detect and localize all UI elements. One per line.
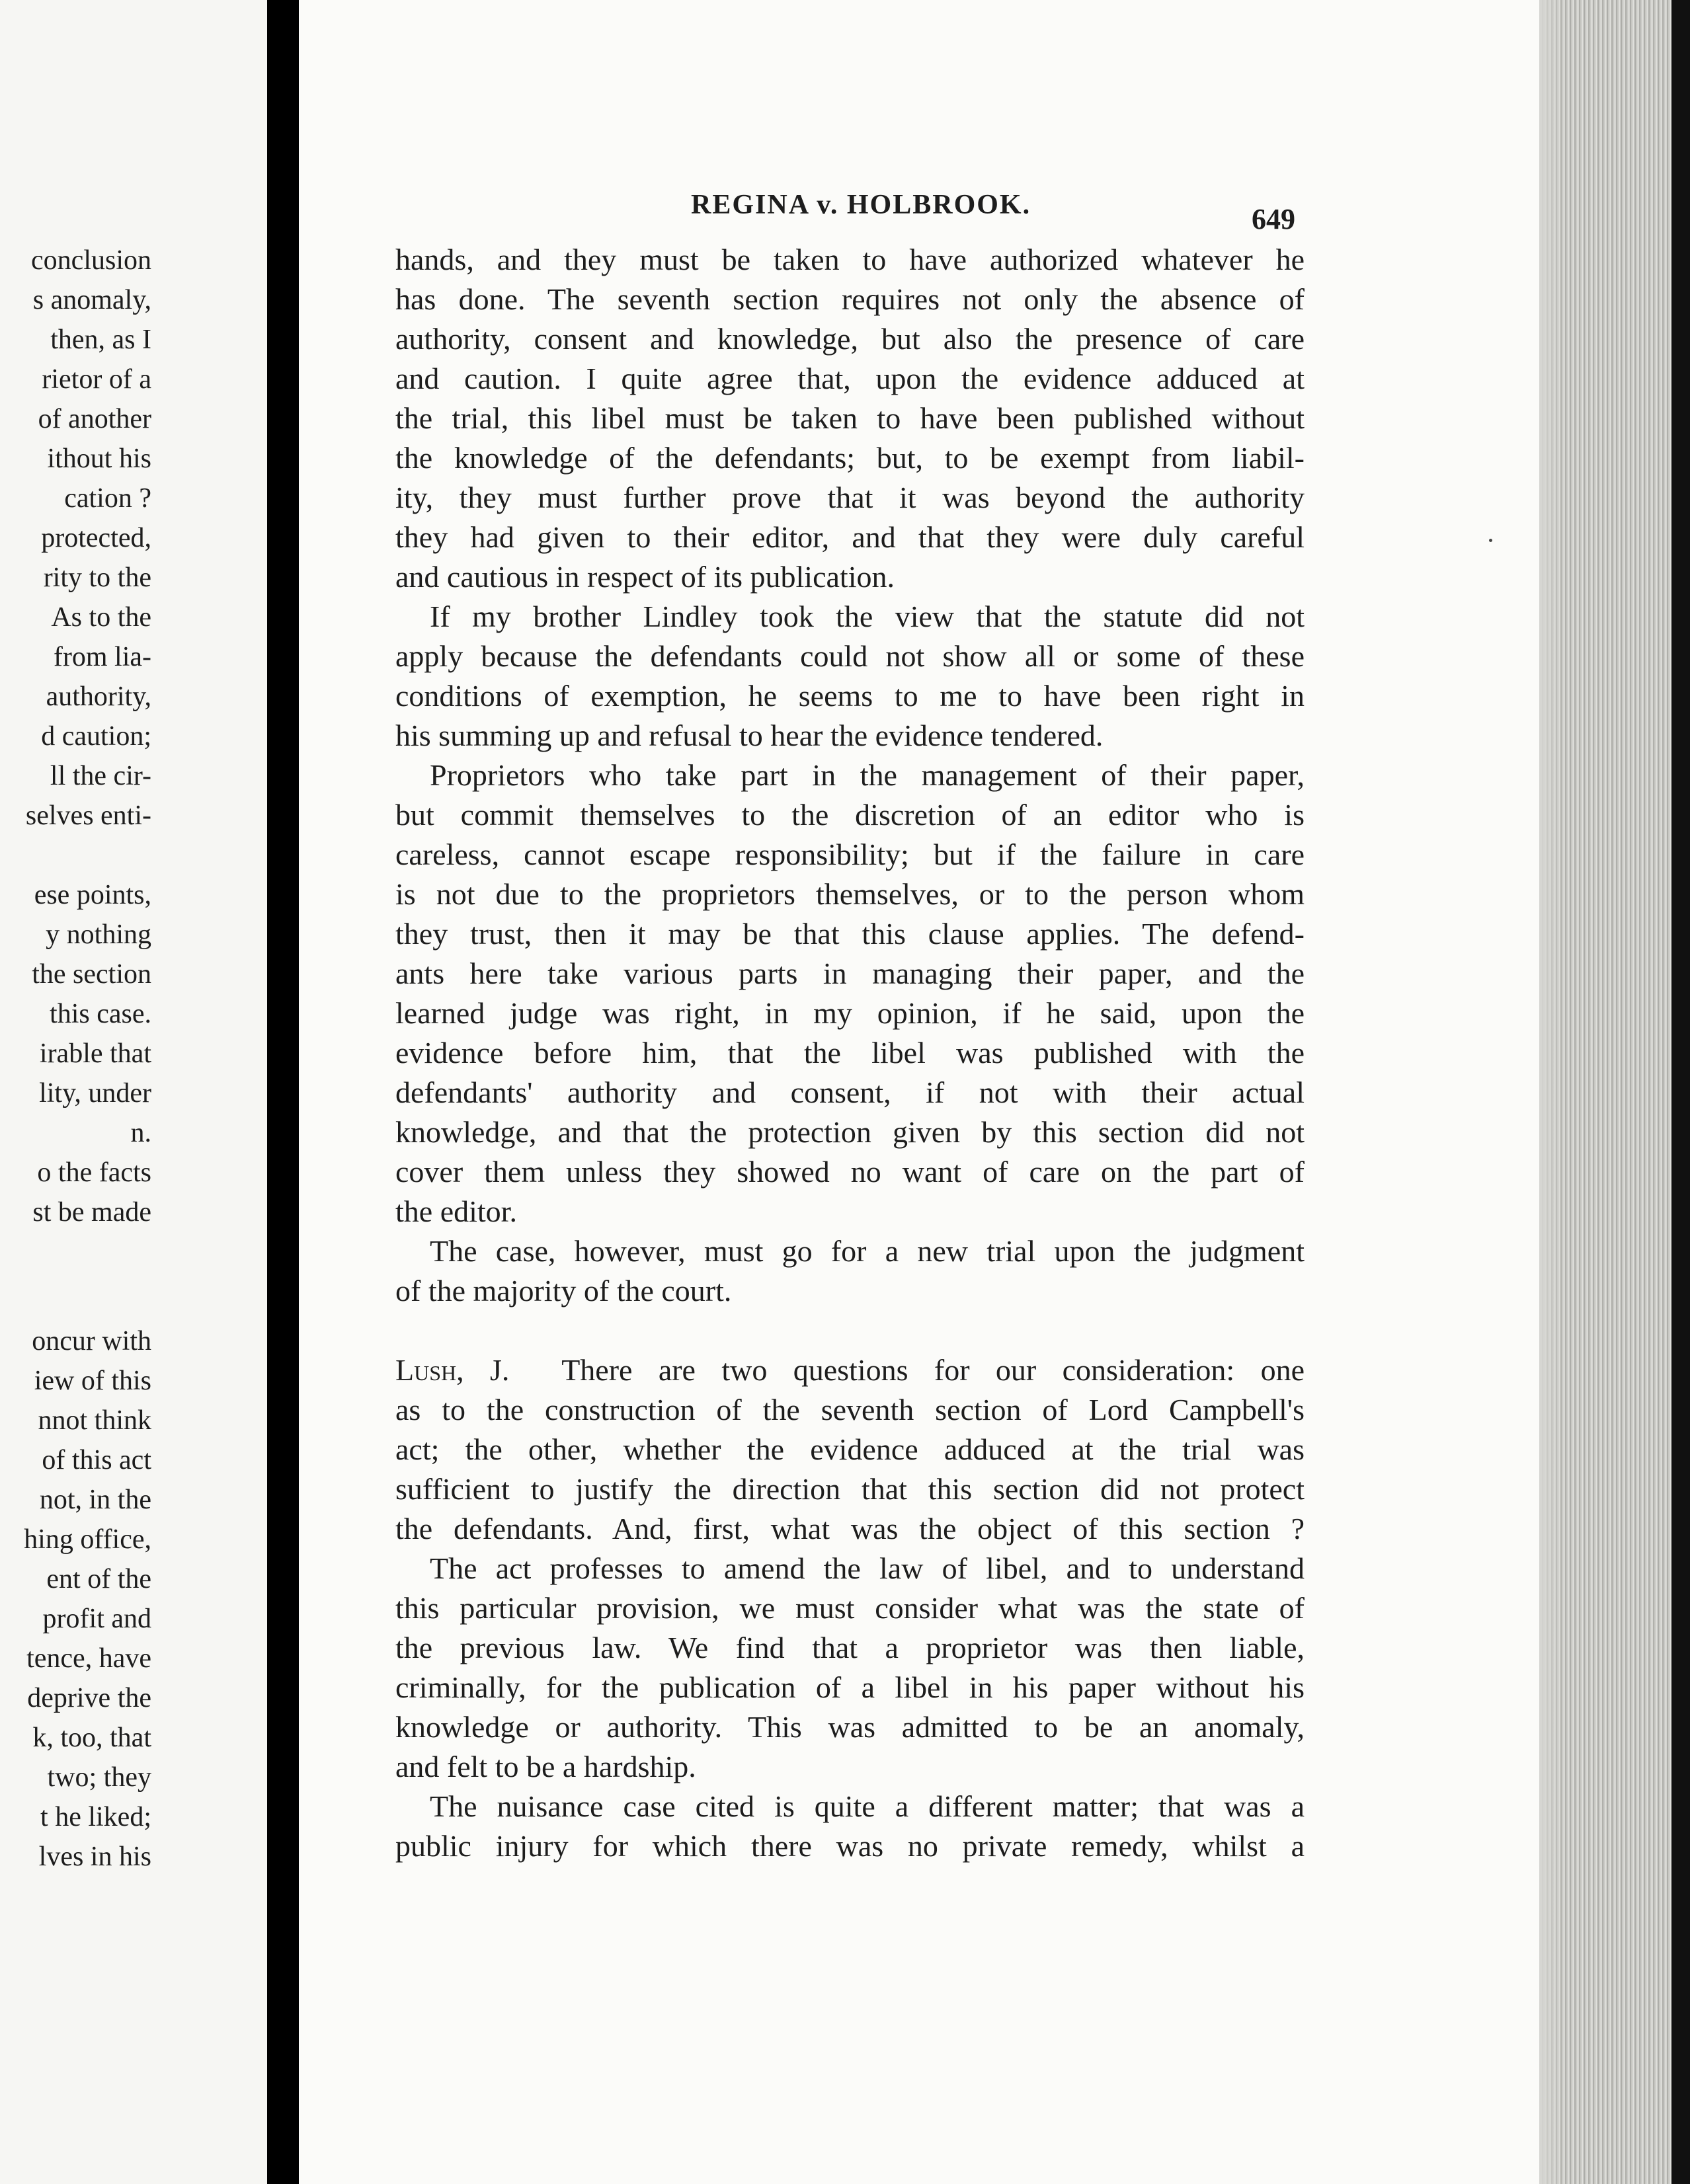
text-line: act; the other, whether the evidence adduced at the trial was [395, 1432, 1305, 1466]
text-line: knowledge, and that the protection given by this section did not [395, 1115, 1305, 1149]
text-line: the knowledge of the defendants; but, to be exempt from liabil- [395, 441, 1305, 475]
text-line: is not due to the proprietors themselves, or to the person whom [395, 877, 1305, 911]
text-line: evidence before him, that the libel was published with the [395, 1036, 1305, 1070]
left-line: protected, [41, 523, 151, 553]
text-line: authority, consent and knowledge, but also the presence of care [395, 322, 1305, 356]
text-line: knowledge or authority. This was admitted to be an anomaly, [395, 1710, 1305, 1744]
text-line: If my brother Lindley took the view that the statute did not [430, 600, 1305, 633]
left-line: ent of the [46, 1564, 151, 1594]
text-line: careless, cannot escape responsibility; but if the failure in care [395, 838, 1305, 871]
text-line: learned judge was right, in my opinion, if he said, upon the [395, 996, 1305, 1030]
left-line: d caution; [41, 721, 151, 752]
text-line: There are two questions for our consideration: one [561, 1353, 1305, 1387]
book-edge [1671, 0, 1690, 2184]
left-line: t he liked; [40, 1802, 151, 1832]
text-line: conditions of exemption, he seems to me to have been right in [395, 679, 1305, 713]
text-line: hands, and they must be taken to have authorized whatever he [395, 243, 1305, 276]
text-line: criminally, for the publication of a libel in his paper without his [395, 1670, 1305, 1704]
left-line: rity to the [43, 563, 151, 593]
text-line: The case, however, must go for a new trial upon the judgment [430, 1234, 1305, 1268]
left-line: oncur with [32, 1326, 151, 1356]
left-line: tence, have [26, 1643, 151, 1674]
left-line: ithout his [47, 444, 151, 474]
text-line: this particular provision, we must consider what was the state of [395, 1591, 1305, 1625]
text-line: the defendants. And, first, what was the object of this section ? [395, 1512, 1305, 1545]
text-line: public injury for which there was no private remedy, whilst a [395, 1829, 1305, 1863]
text-line: The act professes to amend the law of libel, and to understand [430, 1551, 1305, 1585]
left-line: ese points, [34, 880, 151, 910]
left-line: n. [130, 1118, 151, 1148]
left-line: of this act [42, 1445, 151, 1475]
left-line: iew of this [34, 1366, 151, 1396]
judge-name: Lush [395, 1353, 457, 1387]
text-line: and felt to be a hardship. [395, 1750, 696, 1783]
left-line: k, too, that [32, 1723, 151, 1753]
left-line: deprive the [27, 1683, 151, 1713]
text-line: cover them unless they showed no want of care on the part of [395, 1155, 1305, 1189]
judge-suffix: , J. [456, 1353, 510, 1387]
text-line: the editor. [395, 1194, 517, 1228]
left-line: irable that [39, 1038, 151, 1069]
left-line: then, as I [50, 325, 151, 355]
left-line: this case. [50, 999, 151, 1029]
text-line: of the majority of the court. [395, 1274, 732, 1307]
left-line: not, in the [39, 1485, 151, 1515]
text-line: his summing up and refusal to hear the evidence tendered. [395, 719, 1104, 752]
text-line: the previous law. We find that a proprietor was then liable, [395, 1631, 1305, 1664]
judgment-opening-line [395, 1355, 1305, 1385]
text-line: the trial, this libel must be taken to have been published without [395, 401, 1305, 435]
text-line: ants here take various parts in managing their paper, and the [395, 956, 1305, 990]
text-line: and caution. I quite agree that, upon the evidence adduced at [395, 362, 1305, 395]
left-line: y nothing [46, 919, 151, 950]
left-line: from lia- [53, 642, 151, 672]
text-line: apply because the defendants could not show all or some of these [395, 639, 1305, 673]
text-line: sufficient to justify the direction that this section did not protect [395, 1472, 1305, 1506]
text-line: and cautious in respect of its publication. [395, 560, 895, 594]
text-line: they had given to their editor, and that they were duly careful [395, 520, 1305, 554]
left-line: nnot think [38, 1405, 151, 1436]
left-line: ll the cir- [50, 761, 151, 791]
left-line: conclusion [31, 245, 151, 276]
left-line: cation ? [64, 483, 151, 514]
text-line: The nuisance case cited is quite a different matter; that was a [430, 1789, 1305, 1823]
left-line: of another [38, 404, 151, 434]
text-line: they trust, then it may be that this clause applies. The defend- [395, 917, 1305, 951]
left-line: st be made [32, 1197, 151, 1228]
left-line: As to the [51, 602, 151, 633]
previous-page [0, 0, 267, 2184]
paper-speck [1489, 539, 1492, 542]
text-line: Proprietors who take part in the management of their paper, [430, 758, 1305, 792]
text-line: ity, they must further prove that it was beyond the authority [395, 481, 1305, 514]
page-edges [1539, 0, 1671, 2184]
left-line: authority, [46, 682, 151, 712]
left-line: rietor of a [42, 364, 151, 395]
left-line: two; they [47, 1762, 151, 1793]
page-number: 649 [1252, 203, 1295, 235]
left-line: o the facts [37, 1157, 151, 1188]
book-gutter [267, 0, 299, 2184]
left-line: lity, under [39, 1078, 151, 1109]
text-line: defendants' authority and consent, if not with their actual [395, 1075, 1305, 1109]
left-line: hing office, [24, 1524, 151, 1555]
text-line: but commit themselves to the discretion of an editor who is [395, 798, 1305, 832]
left-line: the section [32, 959, 151, 990]
left-line: profit and [42, 1604, 151, 1634]
left-line: lves in his [38, 1842, 151, 1872]
running-head: REGINA v. HOLBROOK. [691, 190, 1031, 220]
text-line: as to the construction of the seventh section of Lord Campbell's [395, 1393, 1305, 1426]
left-line: selves enti- [25, 800, 151, 831]
left-line: s anomaly, [32, 285, 151, 315]
text-line: has done. The seventh section requires not only the absence of [395, 282, 1305, 316]
